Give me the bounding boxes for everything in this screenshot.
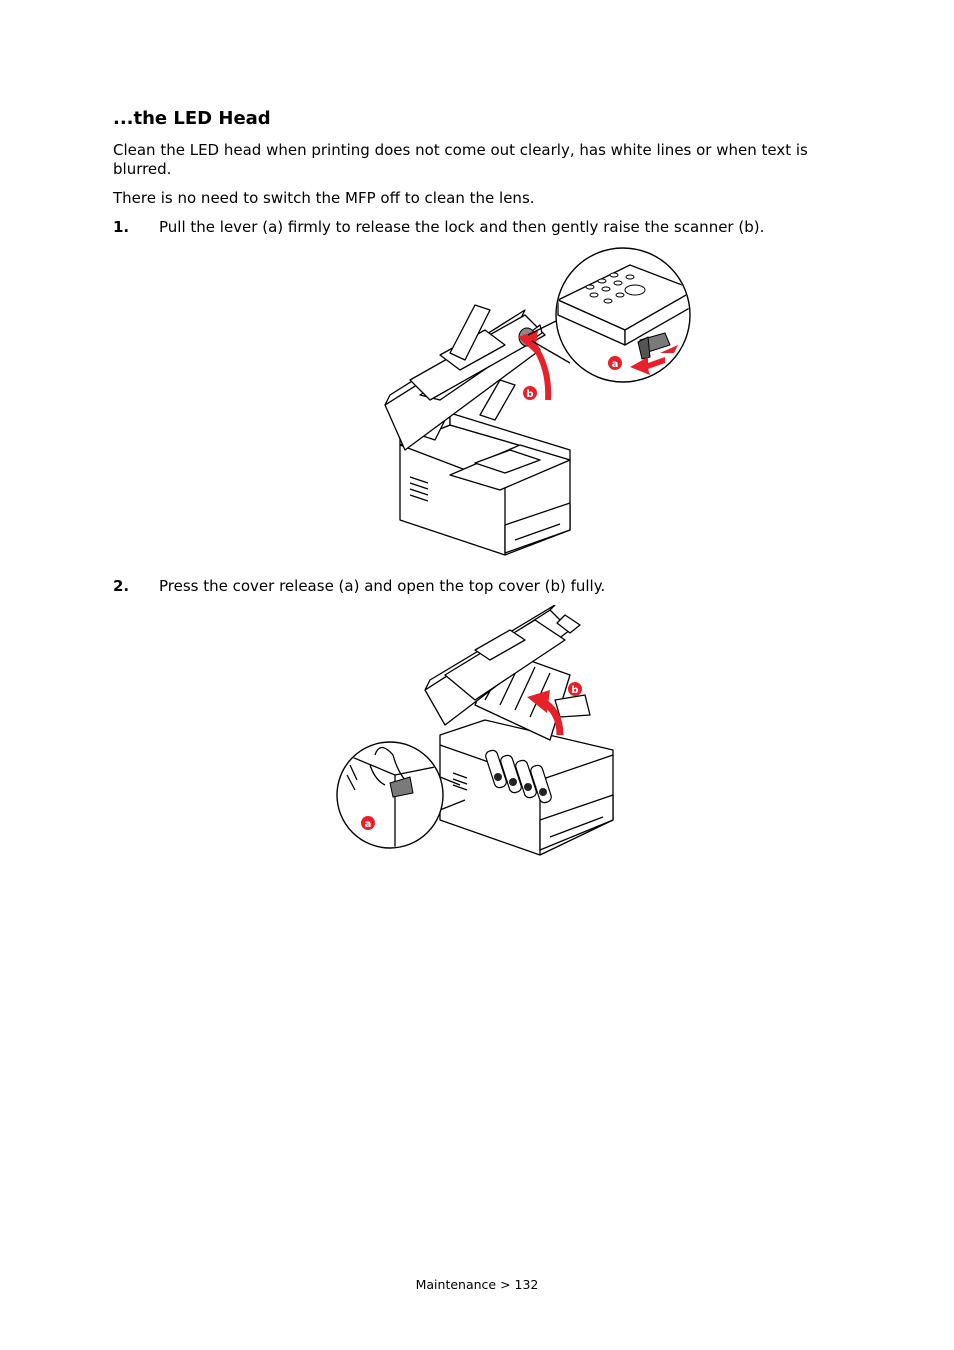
page-footer: Maintenance > 132: [415, 1277, 539, 1292]
step-2-number: 2.: [113, 577, 130, 595]
figure-open-top-cover: [335, 605, 620, 860]
callout-b-label: b: [526, 389, 534, 400]
callout-a-label: a: [611, 359, 619, 370]
intro-paragraph: Clean the LED head when printing does not come out clearly, has white lines or when text is blurred.: [113, 141, 808, 178]
section-heading: ...the LED Head: [113, 108, 271, 129]
note-paragraph: There is no need to switch the MFP off to clean the lens.: [113, 189, 535, 207]
step-2-text: Press the cover release (a) and open the top cover (b) fully.: [159, 577, 606, 595]
figure-raise-scanner: [380, 245, 695, 557]
callout-a2-label: a: [364, 819, 372, 830]
callout-b2-label: b: [571, 685, 579, 696]
step-1-text: Pull the lever (a) firmly to release the lock and then gently raise the scanner (b).: [159, 218, 765, 236]
step-1-number: 1.: [113, 218, 130, 236]
